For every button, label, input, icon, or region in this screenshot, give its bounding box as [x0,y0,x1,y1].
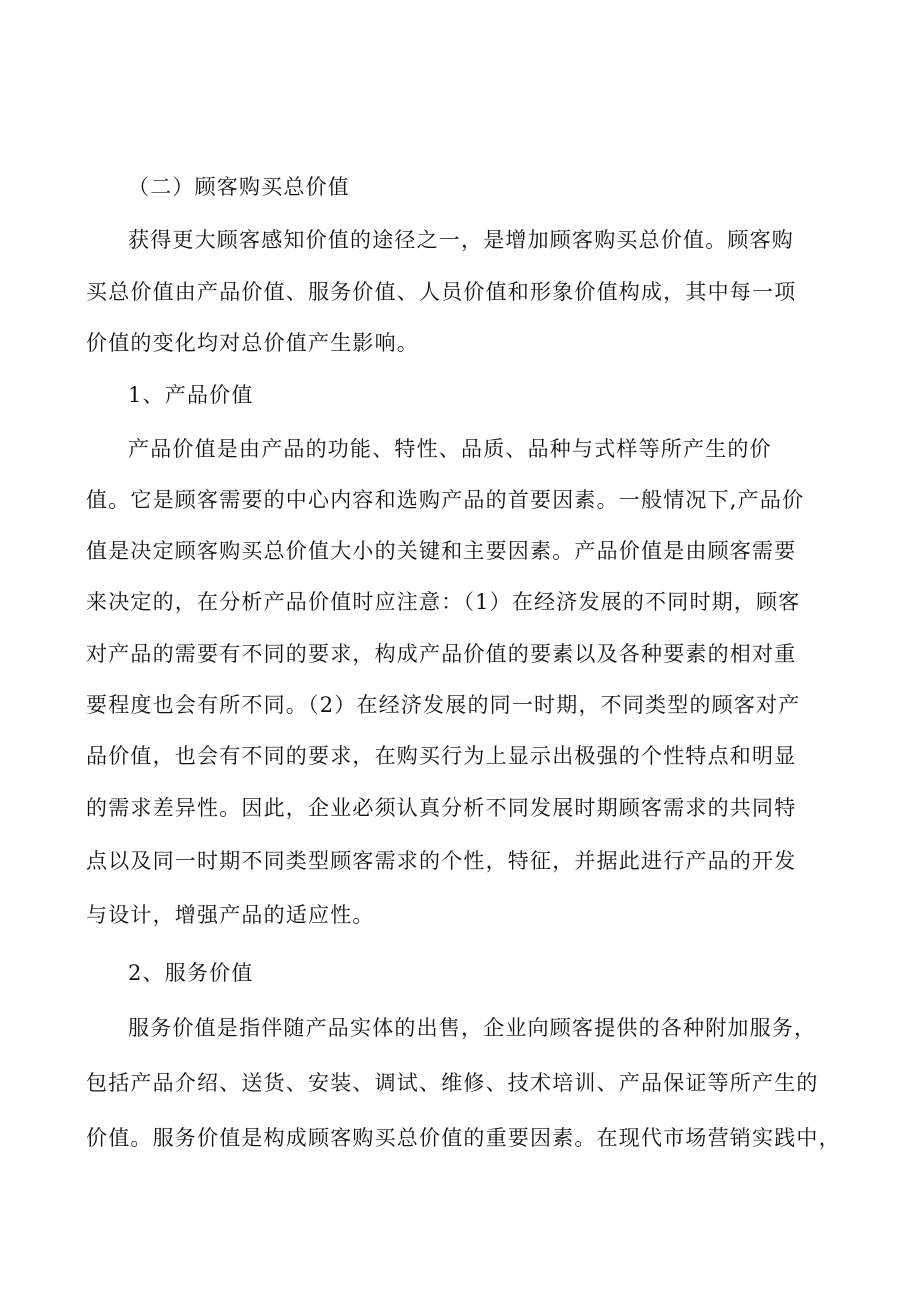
paragraph-line: 买总价值由产品价值、服务价值、人员价值和形象价值构成，其中每一项 [86,280,797,304]
section-heading: （二）顾客购买总价值 [128,175,350,199]
paragraph-line: 要程度也会有所不同。（2）在经济发展的同一时期，不同类型的顾客对产 [86,693,801,717]
paragraph-line: 价值的变化均对总价值产生影响。 [86,331,419,355]
paragraph-line: 值是决定顾客购买总价值大小的关键和主要因素。产品价值是由顾客需要 [86,539,797,563]
paragraph-line: 的需求差异性。因此，企业必须认真分析不同发展时期顾客需求的共同特 [86,796,797,820]
paragraph-line: 与设计，增强产品的适应性。 [86,903,375,927]
paragraph-line: 包括产品介绍、送货、安装、调试、维修、技术培训、产品保证等所产生的 [86,1071,819,1095]
paragraph-line: 价值。服务价值是构成顾客购买总价值的重要因素。在现代市场营销实践中， [86,1126,841,1150]
paragraph-line: 对产品的需要有不同的要求，构成产品价值的要素以及各种要素的相对重 [86,642,797,666]
paragraph-line: 获得更大顾客感知价值的途径之一，是增加顾客购买总价值。顾客购 [128,228,794,252]
paragraph-line: 点以及同一时期不同类型顾客需求的个性，特征，并据此进行产品的开发 [86,849,797,873]
subsection-heading-product-value: 1、产品价值 [128,383,254,407]
paragraph-line: 品价值，也会有不同的要求，在购买行为上显示出极强的个性特点和明显 [86,744,797,768]
subsection-heading-service-value: 2、服务价值 [128,961,254,985]
paragraph-line: 服务价值是指伴随产品实体的出售，企业向顾客提供的各种附加服务， [128,1016,817,1040]
paragraph-line: 值。它是顾客需要的中心内容和选购产品的首要因素。一般情况下,产品价 [86,488,805,512]
paragraph-line: 产品价值是由产品的功能、特性、品质、品种与式样等所产生的价 [128,437,772,461]
paragraph-line: 来决定的，在分析产品价值时应注意：（1）在经济发展的不同时期，顾客 [86,590,801,614]
